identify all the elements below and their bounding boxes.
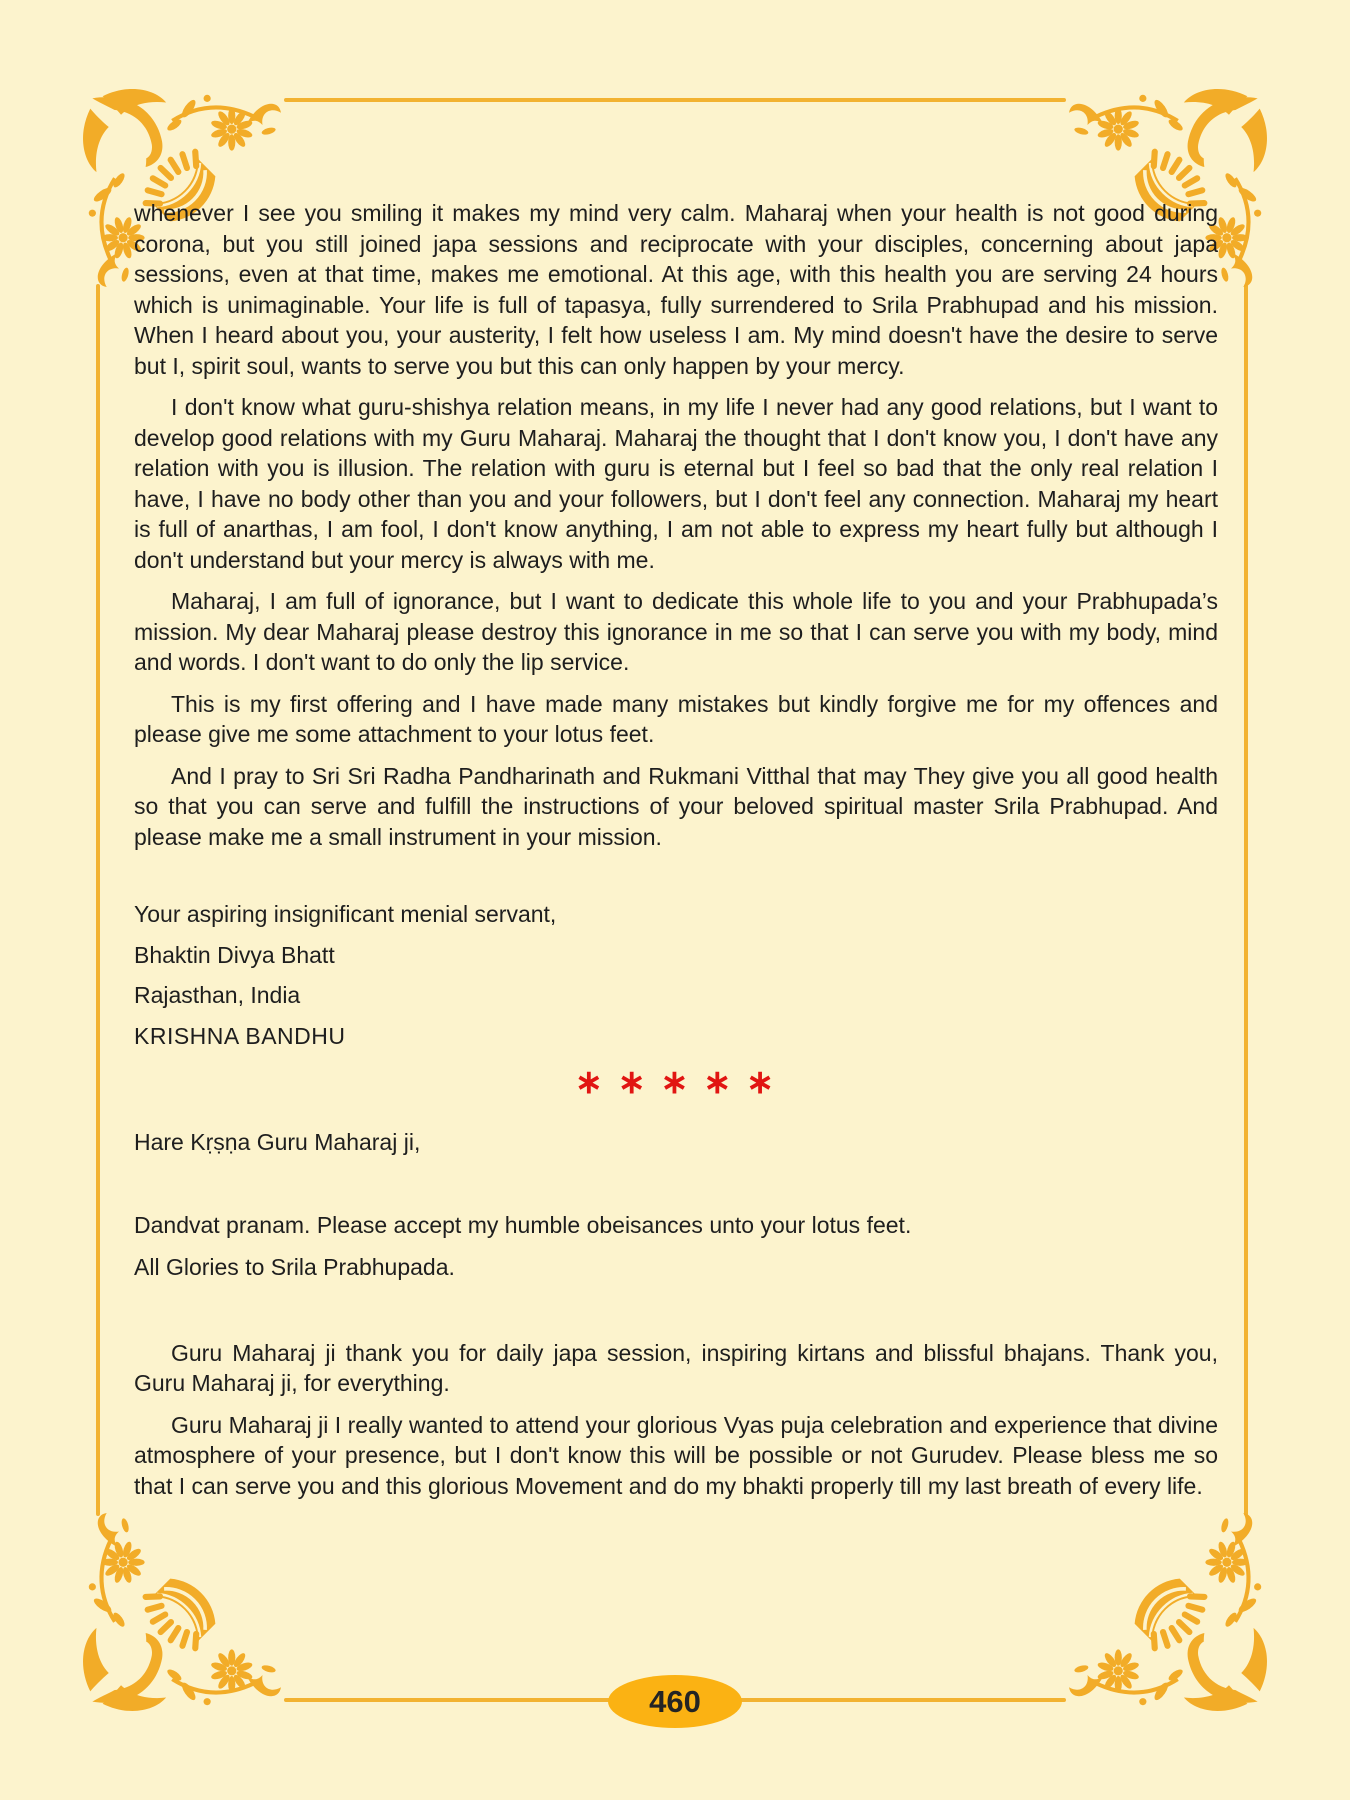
offering2-glories-line: All Glories to Srila Prabhupada. [134,1254,455,1280]
offering1-paragraph: Maharaj, I am full of ignorance, but I want to dedicate this whole life to you and your Prabhupada’s mission. My dear Maharaj please destroy this ignorance in me so that I can serve you with my body, mind and words. I don't want to do only the lip service. [134,588,1218,675]
offering1-paragraph: And I pray to Sri Sri Radha Pandharinath and Rukmani Vitthal that may They give you all good health so that you can serve and fulfill the instructions of your beloved spiritual master Srila Prabhupad. And please make me a small instrument in your mission. [134,762,1218,850]
offering2-paragraph: Guru Maharaj ji I really wanted to attend your glorious Vyas puja celebration and experience that divine atmosphere of your presence, but I don't know this will be possible or not Gurudev. Please bless me so that I can serve you and this glorious Movement and do my bhakti properly till my last breath of every life. [134,1411,1218,1499]
signature-line: Your aspiring insignificant menial servant, [134,901,557,927]
offering1-paragraph: whenever I see you smiling it makes my mind very calm. Maharaj when your health is not good during corona, but you still joined japa sessions and reciprocate with your disciples, concerning about japa sessions, even at that time, makes me emotional. At this age, with this health you are serving 24 hours which is unimaginable. Your life is full of tapasya, fully surrendered to Srila Prabhupad and his mission. When I heard about you, your austerity, I felt how useless I am. My mind doesn't have the desire to serve but I, spirit soul, wants to serve you but this can only happen by your mercy. [134,200,1218,379]
asterisk-separator: ∗ ∗ ∗ ∗ ∗ [575,1063,777,1100]
signature-place: Rajasthan, India [134,982,301,1008]
signature-block [134,899,1218,1051]
page-number-ellipse [608,1675,742,1728]
signature-spiritual-name: KRISHNA BANDHU [134,1022,346,1049]
page-content [134,198,1218,1512]
border-line-left [96,284,100,1516]
offering2-salutation: Hare Kṛṣṇa Guru Maharaj ji, [134,1129,421,1155]
offering2-paragraph: Guru Maharaj ji thank you for daily japa session, inspiring kirtans and blissful bhajans. Thank you, Guru Maharaj ji, for everything. [134,1339,1218,1396]
border-line-top [284,98,1066,102]
border-line-right [1244,284,1248,1516]
floral-corner-ornament-bottom-left [78,1511,283,1716]
offering1-paragraph: This is my first offering and I have made many mistakes but kindly forgive me for my offences and please give me some attachment to your lotus feet. [134,690,1218,747]
page-number: 460 [649,1683,701,1719]
floral-corner-ornament-bottom-right [1067,1511,1272,1716]
signature-name: Bhaktin Divya Bhatt [134,941,335,968]
offering2-obeisance-line: Dandvat pranam. Please accept my humble obeisances unto your lotus feet. [134,1211,912,1238]
offering1-paragraph: I don't know what guru-shishya relation means, in my life I never had any good relations, but I want to develop good relations with my Guru Maharaj. Maharaj the thought that I don't know you, I don't have any relation with you is illusion. The relation with guru is eternal but I feel so bad that the only real relation I have, I have no body other than you and your followers, but I don't feel any connection. Maharaj my heart is full of anarthas, I am fool, I don't know anything, I am not able to express my heart fully but although I don't understand but your mercy is always with me. [134,394,1218,573]
